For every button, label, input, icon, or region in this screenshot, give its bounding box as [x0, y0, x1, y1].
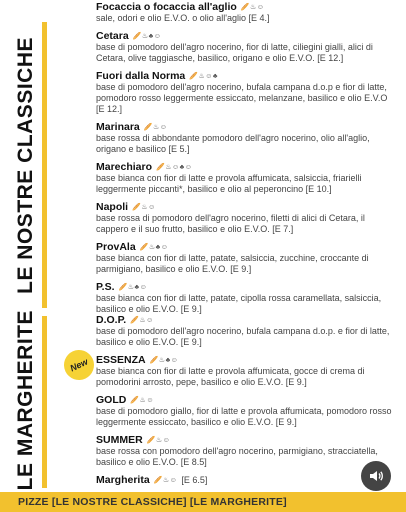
- item-description: base di pomodoro dell'agro nocerino, bufala campana d.o.p e fior di latte, pomodoro rosso leggermente essiccato, melanzane, basilico e olio E.V.O [E 12.]: [96, 82, 388, 114]
- item-name: ProvAla: [96, 241, 136, 253]
- item-name: Napoli: [96, 201, 129, 213]
- menu-item: [96, 70, 396, 115]
- item-description: base bianca con fior di latte, patate, cipolla rossa caramellata, salsiccia, basilico e olio E.V.O. [E 9.]: [96, 293, 382, 314]
- item-name: Cetara: [96, 30, 129, 42]
- item-description: base bianca con fior di latte e provola affumicata, salsiccia, friarielli leggermente piccanti*, basilico e olio al peperoncino [E 10.]: [96, 173, 362, 194]
- menu-item: [96, 281, 396, 315]
- breadcrumb: [0, 492, 406, 512]
- allergen-icons: 🥖♨♣☺: [149, 357, 179, 364]
- item-description: base rossa con pomodoro dell'agro nocerino, parmigiano, stracciatella, basilico e olio E.V.O. [E 8.5]: [96, 446, 378, 467]
- menu-item: [96, 434, 396, 468]
- item-description: base di pomodoro giallo, fior di latte e provola affumicata, pomodoro rosso leggermente essiccato, basilico e olio E.V.O. [E 9.]: [96, 406, 392, 427]
- menu-list-margherite: [96, 314, 396, 486]
- item-name: ESSENZA: [96, 354, 146, 366]
- item-description: sale, odori e olio E.V.O. o olio all'aglio [E 4.]: [96, 13, 270, 23]
- new-badge: [59, 345, 99, 385]
- allergen-icons: 🥖♨♣☺: [118, 284, 148, 291]
- item-name: Focaccia o focaccia all'aglio: [96, 1, 237, 13]
- allergen-icons: 🥖♨☺: [130, 317, 154, 324]
- item-description: base rossa di abbondante pomodoro dell'agro nocerino, olio all'aglio, origano e basilico [E 5.]: [96, 133, 370, 154]
- menu-item: [96, 314, 396, 348]
- menu-item: [96, 121, 396, 155]
- item-name: Margherita: [96, 474, 150, 486]
- item-name: Fuori dalla Norma: [96, 70, 186, 82]
- item-name: SUMMER: [96, 434, 143, 446]
- menu-item: [96, 161, 396, 195]
- section-title-classiche: LE NOSTRE CLASSICHE: [14, 36, 37, 294]
- allergen-icons: 🥖♨☺: [240, 4, 265, 11]
- item-description: base bianca con fior di latte, patate, salsiccia, zucchine, croccante di parmigiano, basilico e olio E.V.O. [E 9.]: [96, 253, 369, 274]
- item-description: [E 6.5]: [181, 474, 208, 485]
- allergen-icons: 🥖♨☺: [143, 124, 168, 131]
- allergen-icons: 🥖♨☺: [130, 397, 154, 404]
- item-name: D.O.P.: [96, 314, 127, 326]
- allergen-icons: 🥖♨♣☺: [132, 33, 162, 40]
- menu-item: [96, 241, 396, 275]
- allergen-icons: 🥖♨♣☺: [139, 244, 169, 251]
- allergen-icons: 🥖♨☺♣☺: [156, 164, 193, 171]
- item-description: base di pomodoro dell'agro nocerino, bufala campana d.o.p. e fior di latte, basilico e olio E.V.O. [E 9.]: [96, 326, 390, 347]
- menu-item: [96, 30, 396, 64]
- speaker-icon: [368, 468, 384, 484]
- item-name: GOLD: [96, 394, 127, 406]
- allergen-icons: 🥖♨☺: [146, 437, 171, 444]
- section-title-margherite: LE MARGHERITE: [14, 309, 37, 491]
- menu-item: [96, 1, 396, 24]
- item-description: base bianca con fior di latte e provola affumicata, gocce di crema di pomodorini arrosto, pepe, basilico e olio E.V.O. [E 9.]: [96, 366, 365, 387]
- menu-list-classiche: [96, 1, 396, 315]
- audio-button[interactable]: [361, 461, 391, 491]
- breadcrumb-text: PIZZE [LE NOSTRE CLASSICHE] [LE MARGHERITE]: [18, 496, 287, 508]
- item-name: Marechiaro: [96, 161, 153, 173]
- item-description: base rossa di pomodoro dell'agro nocerino, filetti di alici di Cetara, il cappero e il suo frutto, basilico e olio E.V.O. [E 7.]: [96, 213, 365, 234]
- item-description: base di pomodoro dell'agro nocerino, fior di latte, ciliegini gialli, alici di Cetara, olive taggiasche, basilico, origano e olio E.V.O. [E 12.]: [96, 42, 373, 63]
- menu-item: [96, 394, 396, 428]
- menu-item: [96, 354, 396, 388]
- section-divider-top: [42, 22, 47, 308]
- allergen-icons: 🥖♨☺: [132, 204, 156, 211]
- new-badge-label: New: [68, 356, 90, 374]
- allergen-icons: 🥖♨☺♣: [189, 73, 218, 80]
- allergen-icons: 🥖♨☺: [153, 477, 178, 484]
- menu-item: [96, 201, 396, 235]
- item-name: P.S.: [96, 281, 115, 293]
- section-divider-bottom: [42, 316, 47, 488]
- menu-item: [96, 474, 396, 486]
- item-name: Marinara: [96, 121, 140, 133]
